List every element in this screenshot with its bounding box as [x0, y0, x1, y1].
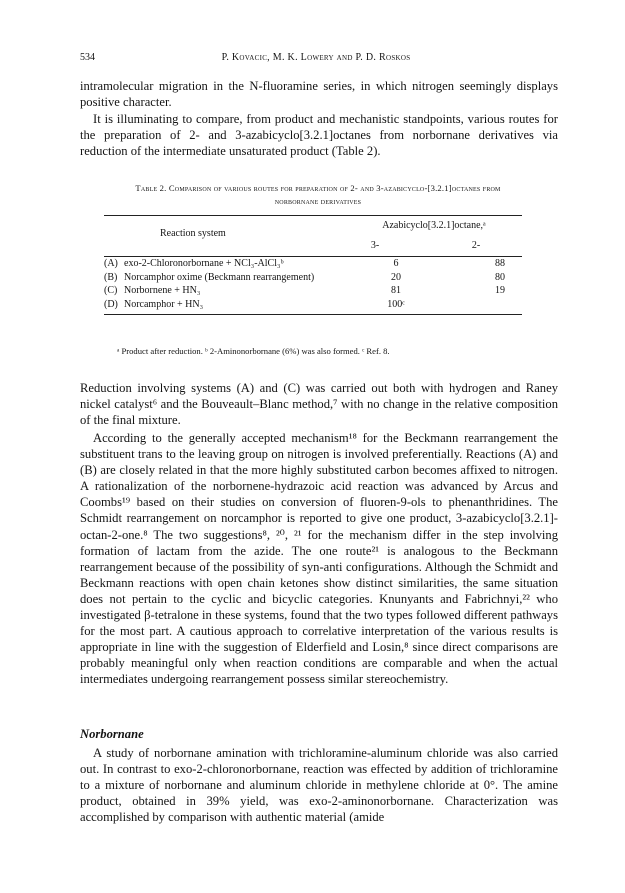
page-number: 534: [80, 52, 95, 63]
row-value-2: [478, 299, 522, 313]
running-header: [80, 52, 552, 68]
row-system: exo-2-Chloronorbornane + NCl₃-AlCl₃ᵇ: [124, 258, 284, 269]
row-value-3: 6: [393, 258, 399, 269]
row-value-3: 100ᶜ: [387, 298, 405, 310]
table-header-azabicyclo: Azabicyclo[3.2.1]octane,ᵃ: [382, 220, 486, 231]
row-label: (A): [104, 258, 118, 269]
table-top-rule: [104, 215, 522, 216]
paragraph-mechanism: According to the generally accepted mechanism¹⁸ for the Beckmann rearrangement the substituent trans to the leaving group on nitrogen is involved preferentially. Reactions (A) and (B) are closely related in that the more highly substituted carbon becomes affixed to nitrogen. A rationalization of the norbornene-hydrazoic acid reaction was advanced by Arcus and Coombs¹⁹ based on their studies on conversion of fluoren-9-ols to phenanthridines. The Schmidt rearrangement on norcamphor is reported to give one product, 3-azabicyclo[3.2.1]-octan-2-one.⁸ The two suggestions⁸, ²⁰, ²¹ for the mechanism differ in the step involving formation of lactam from the azide. The one route²¹ is analogous to the Beckmann rearrangement because of the possibility of syn-anti configurations. Although the Schmidt and Beckmann reactions with open chain ketones show distinct similarities, the same situation does not pertain to the cyclic and bicyclic categories. Knunyants and Fabrichnyi,²² who investigated β-tetralone in these systems, found that the two types followed different pathways for the most part. A cautious approach to correlative interpretation of the various results is appropriate in line with the suggestion of Elderfield and Losin,⁸ since direct comparisons are probably meaningful only when reaction conditions are comparable and when the actual intermediates undergoing rearrangement possess similar stereochemistry.: [80, 431, 558, 687]
paragraph-reduction: Reduction involving systems (A) and (C) was carried out both with hydrogen and Raney nickel catalyst⁶ and the Bouveault–Blanc method,⁷ with no change in the relative composition of the final mixture.: [80, 381, 558, 428]
row-value-3: 20: [391, 271, 401, 283]
reaction-table: [104, 258, 522, 312]
table-row: [104, 258, 522, 272]
table-bottom-rule: [104, 314, 522, 315]
row-label: (D): [104, 298, 118, 310]
row-value-2: 80: [495, 271, 505, 283]
table-header-system: Reaction system: [160, 228, 226, 239]
table-footnote: ᵃ Product after reduction. ᵇ 2-Aminonorbornane (6%) was also formed. ᶜ Ref. 8.: [117, 346, 390, 356]
table-row: [104, 299, 522, 313]
table-row: [104, 272, 522, 286]
paragraph-comparison: It is illuminating to compare, from product and mechanistic standpoints, various routes for the preparation of 2- and 3-azabicyclo[3.2.1]octanes from norbornane derivatives via reduction of the intermediate unsaturated product (Table 2).: [80, 112, 558, 159]
row-system: Norcamphor oxime (Beckmann rearrangement): [124, 271, 315, 283]
paragraph-continuation: intramolecular migration in the N-fluoramine series, in which nitrogen seemingly displays positive character.: [80, 79, 558, 110]
table-header-2: 2-: [471, 240, 481, 251]
row-label: (B): [104, 271, 118, 283]
section-heading: Norbornane: [80, 727, 144, 741]
table-caption: Table 2. Comparison of various routes for preparation of 2- and 3-azabicyclo-[3.2.1]octanes from norbornane derivatives: [135, 183, 501, 206]
paragraph-norbornane: A study of norbornane amination with trichloramine-aluminum chloride was also carried out. In contrast to exo-2-chloronorbornane, reaction was effected by addition of trichloramine to a mixture of norbornane and aluminum chloride in methylene chloride at 0°. The amine product, obtained in 39% yield, was exo-2-aminonorbornane. Characterization was accomplished by comparison with authentic material (amide: [80, 746, 558, 825]
table-header-rule: [104, 256, 522, 257]
table-header-3: 3-: [370, 240, 380, 251]
row-value-2: 19: [495, 285, 505, 296]
row-value-2: 88: [495, 258, 505, 269]
row-value-3: 81: [391, 285, 401, 296]
row-label: (C): [104, 285, 118, 296]
table-row: [104, 285, 522, 299]
row-system: Norcamphor + HN₃: [124, 298, 204, 310]
row-system: Norbornene + HN₃: [124, 285, 201, 296]
running-header-authors: P. Kovacic, M. K. Lowery and P. D. Roskos: [221, 52, 411, 63]
